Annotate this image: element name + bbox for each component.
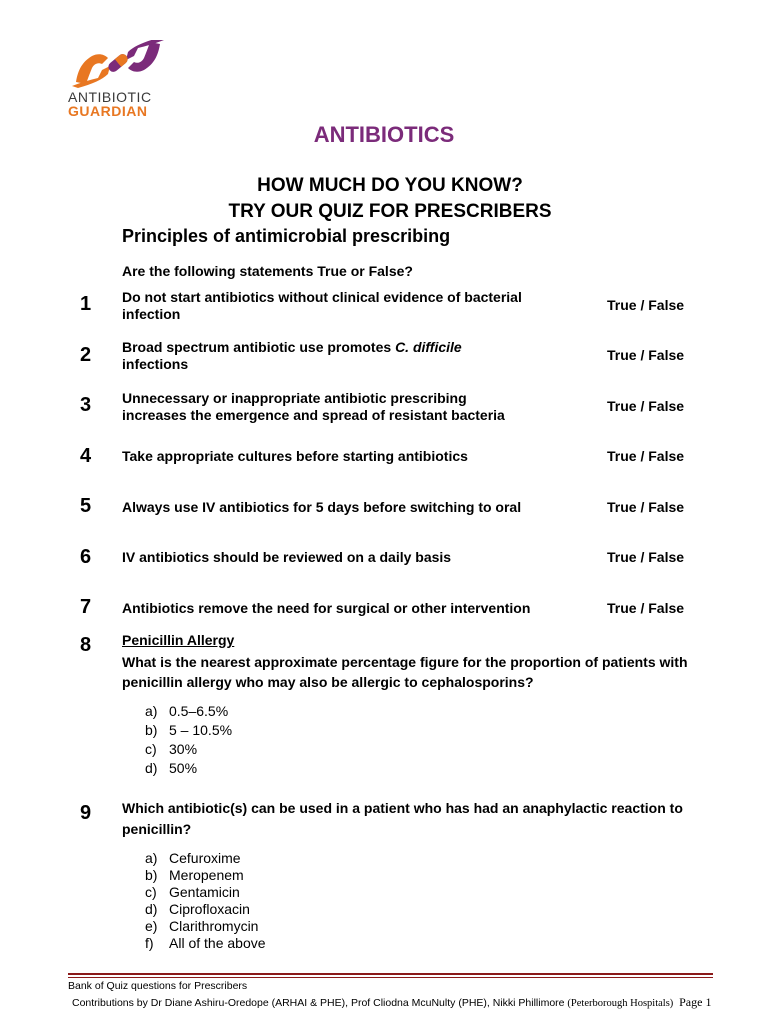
option-letter: b) [145, 722, 158, 738]
option-letter: c) [145, 741, 157, 757]
logo-text-guardian: GUARDIAN [68, 103, 148, 119]
answer-options [122, 850, 266, 952]
answer-option [122, 884, 266, 901]
question-line: infections [122, 356, 189, 372]
answer-option [122, 901, 266, 918]
true-false-answer: True / False [607, 549, 685, 565]
answer-option [122, 867, 266, 884]
footer-divider-thin [68, 977, 713, 978]
true-false-answer: True / False [607, 448, 685, 464]
option-letter: a) [145, 703, 158, 719]
question-line [122, 339, 582, 356]
true-false-answer: True / False [607, 297, 685, 313]
option-text: Clarithromycin [169, 918, 259, 934]
antibiotic-guardian-logo [68, 40, 178, 118]
answer-option [122, 759, 232, 778]
subtitle-how-much: HOW MUCH DO YOU KNOW? [257, 175, 523, 196]
page-title: ANTIBIOTICS [313, 122, 455, 147]
footer-contributors [72, 995, 711, 1010]
option-text: 5 – 10.5% [169, 722, 233, 738]
organism-name: C. difficile [395, 339, 462, 355]
subtitle-try-quiz: TRY OUR QUIZ FOR PRESCRIBERS [228, 201, 552, 222]
answer-options [122, 702, 232, 778]
question-line: increases the emergence and spread of resistant bacteria [122, 407, 505, 423]
question-line-part: Broad spectrum antibiotic use promotes [122, 339, 396, 355]
answer-option [122, 850, 266, 867]
hands-pill-icon [68, 40, 168, 88]
true-false-answer: True / False [607, 600, 685, 616]
question-line: Unnecessary or inappropriate antibiotic prescribing [122, 390, 467, 406]
question-number: 2 [80, 344, 92, 366]
answer-option [122, 918, 266, 935]
option-letter: d) [145, 760, 158, 776]
answer-option [122, 721, 232, 740]
question-text [122, 339, 582, 373]
question-number: 3 [80, 394, 92, 416]
answer-option [122, 935, 266, 952]
question-number: 6 [80, 546, 92, 568]
question-text: Which antibiotic(s) can be used in a patient who has had an anaphylactic reaction to penicillin? [122, 800, 683, 837]
option-letter: b) [145, 867, 158, 883]
option-text: Cefuroxime [169, 850, 241, 866]
true-false-answer: True / False [607, 347, 685, 363]
question-text: Take appropriate cultures before starting antibiotics [122, 448, 468, 464]
option-letter: a) [145, 850, 158, 866]
question-text: IV antibiotics should be reviewed on a daily basis [122, 549, 452, 565]
question-line: infection [122, 306, 181, 322]
answer-option [122, 740, 232, 759]
question-text: Always use IV antibiotics for 5 days before switching to oral [122, 499, 522, 515]
question-text [122, 289, 582, 323]
section-heading: Principles of antimicrobial prescribing [122, 226, 451, 246]
option-text: Gentamicin [169, 884, 240, 900]
contributors-text: Contributions by Dr Diane Ashiru-Oredope (ARHAI & PHE), Prof Cliodna McuNulty (PHE), Nikki Phillimore [72, 997, 568, 1009]
question-number: 1 [80, 293, 92, 315]
question-line: Do not start antibiotics without clinical evidence of bacterial [122, 289, 522, 305]
footer-divider [68, 973, 713, 975]
option-text: Meropenem [169, 867, 244, 883]
question-text: Antibiotics remove the need for surgical or other intervention [122, 600, 531, 616]
instructions: Are the following statements True or False? [122, 263, 413, 279]
logo-text-antibiotic: ANTIBIOTIC [68, 89, 152, 105]
option-letter: e) [145, 918, 158, 934]
page-number: Page 1 [679, 995, 712, 1009]
option-letter: f) [145, 935, 154, 951]
true-false-answer: True / False [607, 499, 685, 515]
question-text [122, 390, 582, 424]
answer-option [122, 702, 232, 721]
question-number: 8 [80, 634, 92, 656]
question-text: What is the nearest approximate percentage figure for the proportion of patients with penicillin allergy who may also be allergic to cephalosporins? [122, 654, 688, 690]
footer-title: Bank of Quiz questions for Prescribers [68, 980, 248, 992]
option-text: 50% [169, 760, 198, 776]
question-number: 5 [80, 495, 92, 517]
option-text: 30% [169, 741, 198, 757]
option-letter: d) [145, 901, 158, 917]
question-number: 7 [80, 596, 92, 618]
option-text: All of the above [169, 935, 266, 951]
question-number: 4 [80, 445, 92, 467]
option-letter: c) [145, 884, 157, 900]
option-text: Ciprofloxacin [169, 901, 250, 917]
option-text: 0.5–6.5% [169, 703, 229, 719]
question-number: 9 [80, 802, 92, 824]
contributors-org: (Peterborough Hospitals) [567, 998, 674, 1009]
true-false-answer: True / False [607, 398, 685, 414]
question-heading: Penicillin Allergy [122, 632, 235, 648]
